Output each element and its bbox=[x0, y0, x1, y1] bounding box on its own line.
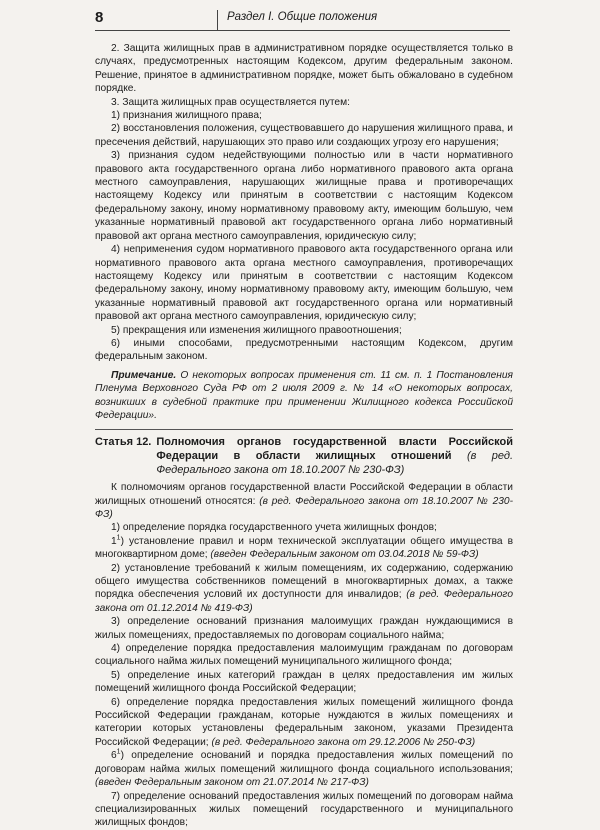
header-divider bbox=[217, 10, 218, 30]
page-body bbox=[95, 42, 513, 830]
page-header bbox=[95, 8, 510, 31]
list-item: 2) восстановления положения, существовавшего до нарушения жилищного права, и пресечения действий, нарушающих это право или создающих угрозу его нарушения; bbox=[95, 123, 513, 148]
list-item: 1) определение порядка государственного учета жилищных фондов; bbox=[111, 522, 437, 534]
list-item: 4) определение порядка предоставления малоимущим гражданам по договорам социального найма жилых помещений муниципального жилищного фонда; bbox=[95, 643, 513, 668]
note bbox=[95, 369, 513, 423]
article-title-text: Полномочия органов государственной власти Российской Федерации в области жилищных отношений bbox=[156, 436, 513, 462]
paragraph: 3. Защита жилищных прав осуществляется путем: bbox=[111, 96, 350, 108]
list-item: $6^1$) определение оснований и порядка предоставления жилых помещений по договорам найма жилых помещений жилищного фонда социального использования; (введен Федеральным законом от 21.07.2014 № 217-ФЗ) bbox=[95, 748, 513, 789]
article-number: Статья 12. bbox=[95, 436, 152, 449]
note-text: О некоторых вопросах применения ст. 11 см. п. 1 Постановления Пленума Верховного Суда РФ от 2 июля 2009 г. № 14 «О некоторых вопросах, возникших в судебной практике при применении Жилищного кодекса Российской Федерации». bbox=[95, 369, 513, 421]
list-item: 1) признания жилищного права; bbox=[111, 110, 262, 122]
list-item: 3) признания судом недействующими полностью или в части нормативного правового акта государственного органа либо нормативного правового акта органа местного самоуправления, нарушающих жилищные права и противоречащих настоящему Кодексу или принятым в соответствии с настоящим Кодексом федеральному закону, иному нормативному правовому акту, имеющим большую, чем указанные нормативный правовой акт государственного органа либо нормативный правовой акт органа местного самоуправления, юридическую силу; bbox=[95, 150, 513, 242]
list-item: 3) определение оснований признания малоимущих граждан нуждающимися в жилых помещениях, предоставляемых по договорам социального найма; bbox=[95, 616, 513, 641]
list-item: 2) установление требований к жилым помещениям, их содержанию, содержанию общего имущества собственников помещений в многоквартирных домах, а также порядка обеспечения условий их доступности для инвалидов; (в ред. Федерального закона от 01.12.2014 № 419-ФЗ) bbox=[95, 562, 513, 614]
note-label: Примечание. bbox=[111, 369, 177, 381]
page-number: 8 bbox=[95, 9, 104, 26]
article-amendment: (в ред. Федерального закона от 18.10.2007 № 230-ФЗ) bbox=[156, 449, 514, 476]
list-item: 6) определение порядка предоставления жилых помещений жилищного фонда Российской Федерации гражданам, которые нуждаются в жилых помещениях и категории которых установлены федеральным законом, указами Президента Российской Федерации; (в ред. Федерального закона от 29.12.2006 № 250-ФЗ) bbox=[95, 696, 513, 748]
note-block bbox=[95, 369, 513, 431]
list-item: 6) иными способами, предусмотренными настоящим Кодексом, другим федеральным законом. bbox=[95, 337, 513, 363]
list-item: $1^1$) установление правил и норм технической эксплуатации общего имущества в многоквартирном доме; (введен Федеральным законом от 03.04.2018 № 59-ФЗ) bbox=[95, 534, 513, 561]
paragraph: 2. Защита жилищных прав в административном порядке осуществляется только в случаях, предусмотренных настоящим Кодексом, другим федеральным законом. Решение, принятое в административном порядке, может быть обжаловано в судебном порядке. bbox=[95, 43, 513, 95]
list-item: 4) неприменения судом нормативного правового акта государственного органа или нормативного правового акта органа местного самоуправления, противоречащих настоящему Кодексу или принятым в соответствии с настоящим Кодексом федеральному закону, иному нормативному правовому акту, имеющим большую, чем указанные нормативный правовой акт государственного органа или нормативный правовой акт органа местного самоуправления, юридическую силу; bbox=[95, 244, 513, 323]
article-12-body bbox=[95, 481, 513, 830]
list-item: 5) прекращения или изменения жилищного правоотношения; bbox=[111, 324, 402, 336]
article-title bbox=[156, 436, 513, 477]
article-heading bbox=[95, 436, 513, 477]
paragraph: К полномочиям органов государственной власти Российской Федерации в области жилищных отношений относятся: (в ред. Федерального закона от 18.10.2007 № 230-ФЗ) bbox=[95, 482, 513, 520]
running-head: Раздел I. Общие положения bbox=[227, 11, 378, 23]
article-11-continuation bbox=[95, 42, 513, 364]
list-item: 5) определение иных категорий граждан в целях предоставления им жилых помещений жилищного фонда Российской Федерации; bbox=[95, 669, 513, 695]
list-item: 7) определение оснований предоставления жилых помещений по договорам найма специализированных жилых помещений государственного и муниципального жилищных фондов; bbox=[95, 790, 513, 829]
